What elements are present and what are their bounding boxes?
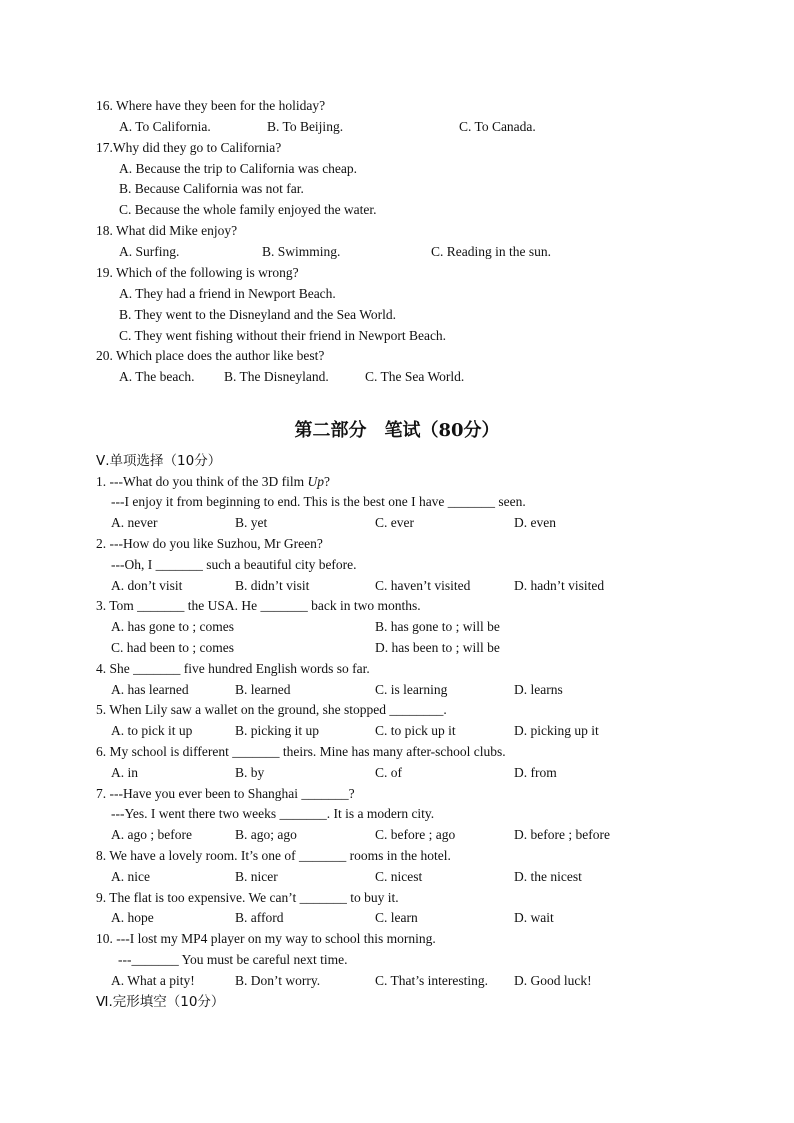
question-19-stem: 19. Which of the following is wrong? xyxy=(96,265,299,280)
mc-question-2-stem: 2. ---How do you like Suzhou, Mr Green? xyxy=(96,536,323,551)
mc-question-6-stem: 6. My school is different _______ theirs. Mine has many after-school clubs. xyxy=(96,744,506,759)
section-5-heading: Ⅴ.单项选择（10分） xyxy=(96,453,222,469)
mc-question-2-option-a: A. don’t visit xyxy=(111,578,183,593)
mc-question-5-option-d: D. picking up it xyxy=(514,723,599,738)
question-19-option-a: A. They had a friend in Newport Beach. xyxy=(119,286,336,301)
mc-question-7-reply: ---Yes. I went there two weeks _______. It is a modern city. xyxy=(111,806,435,821)
mc-question-4-stem: 4. She _______ five hundred English words so far. xyxy=(96,661,370,676)
mc-question-1-reply: ---I enjoy it from beginning to end. This is the best one I have _______ seen. xyxy=(111,494,526,509)
mc-question-5-option-a: A. to pick it up xyxy=(111,723,193,738)
question-17-option-c: C. Because the whole family enjoyed the water. xyxy=(119,202,377,217)
question-17-option-a: A. Because the trip to California was cheap. xyxy=(119,161,358,176)
question-19-option-c: C. They went fishing without their friend in Newport Beach. xyxy=(119,328,447,343)
question-16-option-c: C. To Canada. xyxy=(459,119,536,134)
mc-question-8-stem: 8. We have a lovely room. It’s one of _______ rooms in the hotel. xyxy=(96,848,451,863)
mc-question-4-option-b: B. learned xyxy=(235,682,291,697)
question-17-option-b: B. Because California was not far. xyxy=(119,181,304,196)
question-18-option-b: B. Swimming. xyxy=(262,244,341,259)
question-16-option-b: B. To Beijing. xyxy=(267,119,344,134)
mc-question-3-stem: 3. Tom _______ the USA. He _______ back in two months. xyxy=(96,598,421,613)
question-17-stem: 17.Why did they go to California? xyxy=(96,140,282,155)
mc-question-7-option-a: A. ago ; before xyxy=(111,827,192,842)
mc-question-8-option-d: D. the nicest xyxy=(514,869,582,884)
section-6-heading: Ⅵ.完形填空（10分） xyxy=(96,994,225,1010)
mc-question-7-option-b: B. ago; ago xyxy=(235,827,297,842)
mc-question-9-option-a: A. hope xyxy=(111,910,154,925)
question-19-option-b: B. They went to the Disneyland and the Sea World. xyxy=(119,307,396,322)
mc-question-2-option-b: B. didn’t visit xyxy=(235,578,310,593)
mc-question-6-option-d: D. from xyxy=(514,765,557,780)
mc-question-9-option-d: D. wait xyxy=(514,910,554,925)
mc-question-7-option-c: C. before ; ago xyxy=(375,827,456,842)
mc-question-1-stem-end: ? xyxy=(323,474,330,489)
mc-question-3-option-a: A. has gone to ; comes xyxy=(111,619,234,634)
mc-question-4-option-d: D. learns xyxy=(514,682,563,697)
mc-question-10-option-a: A. What a pity! xyxy=(111,973,195,988)
mc-question-6-option-a: A. in xyxy=(111,765,138,780)
mc-question-9-option-b: B. afford xyxy=(235,910,284,925)
mc-question-9-option-c: C. learn xyxy=(375,910,418,925)
mc-question-1-stem xyxy=(96,472,330,492)
question-20-stem: 20. Which place does the author like best? xyxy=(96,348,325,363)
question-18-stem: 18. What did Mike enjoy? xyxy=(96,223,238,238)
mc-question-1-option-b: B. yet xyxy=(235,515,268,530)
mc-question-10-option-b: B. Don’t worry. xyxy=(235,973,321,988)
mc-question-10-option-c: C. That’s interesting. xyxy=(375,973,488,988)
question-18-option-c: C. Reading in the sun. xyxy=(431,244,551,259)
question-18-option-a: A. Surfing. xyxy=(119,244,180,259)
mc-question-10-stem: 10. ---I lost my MP4 player on my way to school this morning. xyxy=(96,931,436,946)
mc-question-3-option-d: D. has been to ; will be xyxy=(375,640,500,655)
mc-question-7-option-d: D. before ; before xyxy=(514,827,610,842)
mc-question-3-option-c: C. had been to ; comes xyxy=(111,640,234,655)
question-16-option-a: A. To California. xyxy=(119,119,211,134)
mc-question-1-option-d: D. even xyxy=(514,515,556,530)
mc-question-3-option-b: B. has gone to ; will be xyxy=(375,619,500,634)
mc-question-1-option-c: C. ever xyxy=(375,515,414,530)
question-20-option-a: A. The beach. xyxy=(119,369,195,384)
mc-question-1-stem-text: 1. ---What do you think of the 3D film xyxy=(96,474,308,489)
mc-question-4-option-c: C. is learning xyxy=(375,682,448,697)
mc-question-6-option-b: B. by xyxy=(235,765,265,780)
mc-question-2-option-c: C. haven’t visited xyxy=(375,578,471,593)
mc-question-6-option-c: C. of xyxy=(375,765,402,780)
mc-question-1-option-a: A. never xyxy=(111,515,158,530)
mc-question-7-stem: 7. ---Have you ever been to Shanghai _______? xyxy=(96,786,355,801)
mc-question-8-option-b: B. nicer xyxy=(235,869,278,884)
mc-question-5-option-b: B. picking it up xyxy=(235,723,319,738)
mc-question-5-option-c: C. to pick up it xyxy=(375,723,456,738)
part-two-title: 第二部分 笔试（80分） xyxy=(294,420,500,441)
mc-question-8-option-c: C. nicest xyxy=(375,869,423,884)
question-20-option-b: B. The Disneyland. xyxy=(224,369,329,384)
question-16-stem: 16. Where have they been for the holiday? xyxy=(96,98,326,113)
mc-question-8-option-a: A. nice xyxy=(111,869,150,884)
mc-question-2-option-d: D. hadn’t visited xyxy=(514,578,605,593)
mc-question-5-stem: 5. When Lily saw a wallet on the ground, she stopped ________. xyxy=(96,702,447,717)
film-title: Up xyxy=(307,474,324,489)
mc-question-9-stem: 9. The flat is too expensive. We can’t _______ to buy it. xyxy=(96,890,399,905)
mc-question-2-reply: ---Oh, I _______ such a beautiful city before. xyxy=(111,557,357,572)
mc-question-10-option-d: D. Good luck! xyxy=(514,973,592,988)
mc-question-4-option-a: A. has learned xyxy=(111,682,189,697)
mc-question-10-reply: ---_______ You must be careful next time. xyxy=(118,952,348,967)
question-20-option-c: C. The Sea World. xyxy=(365,369,465,384)
